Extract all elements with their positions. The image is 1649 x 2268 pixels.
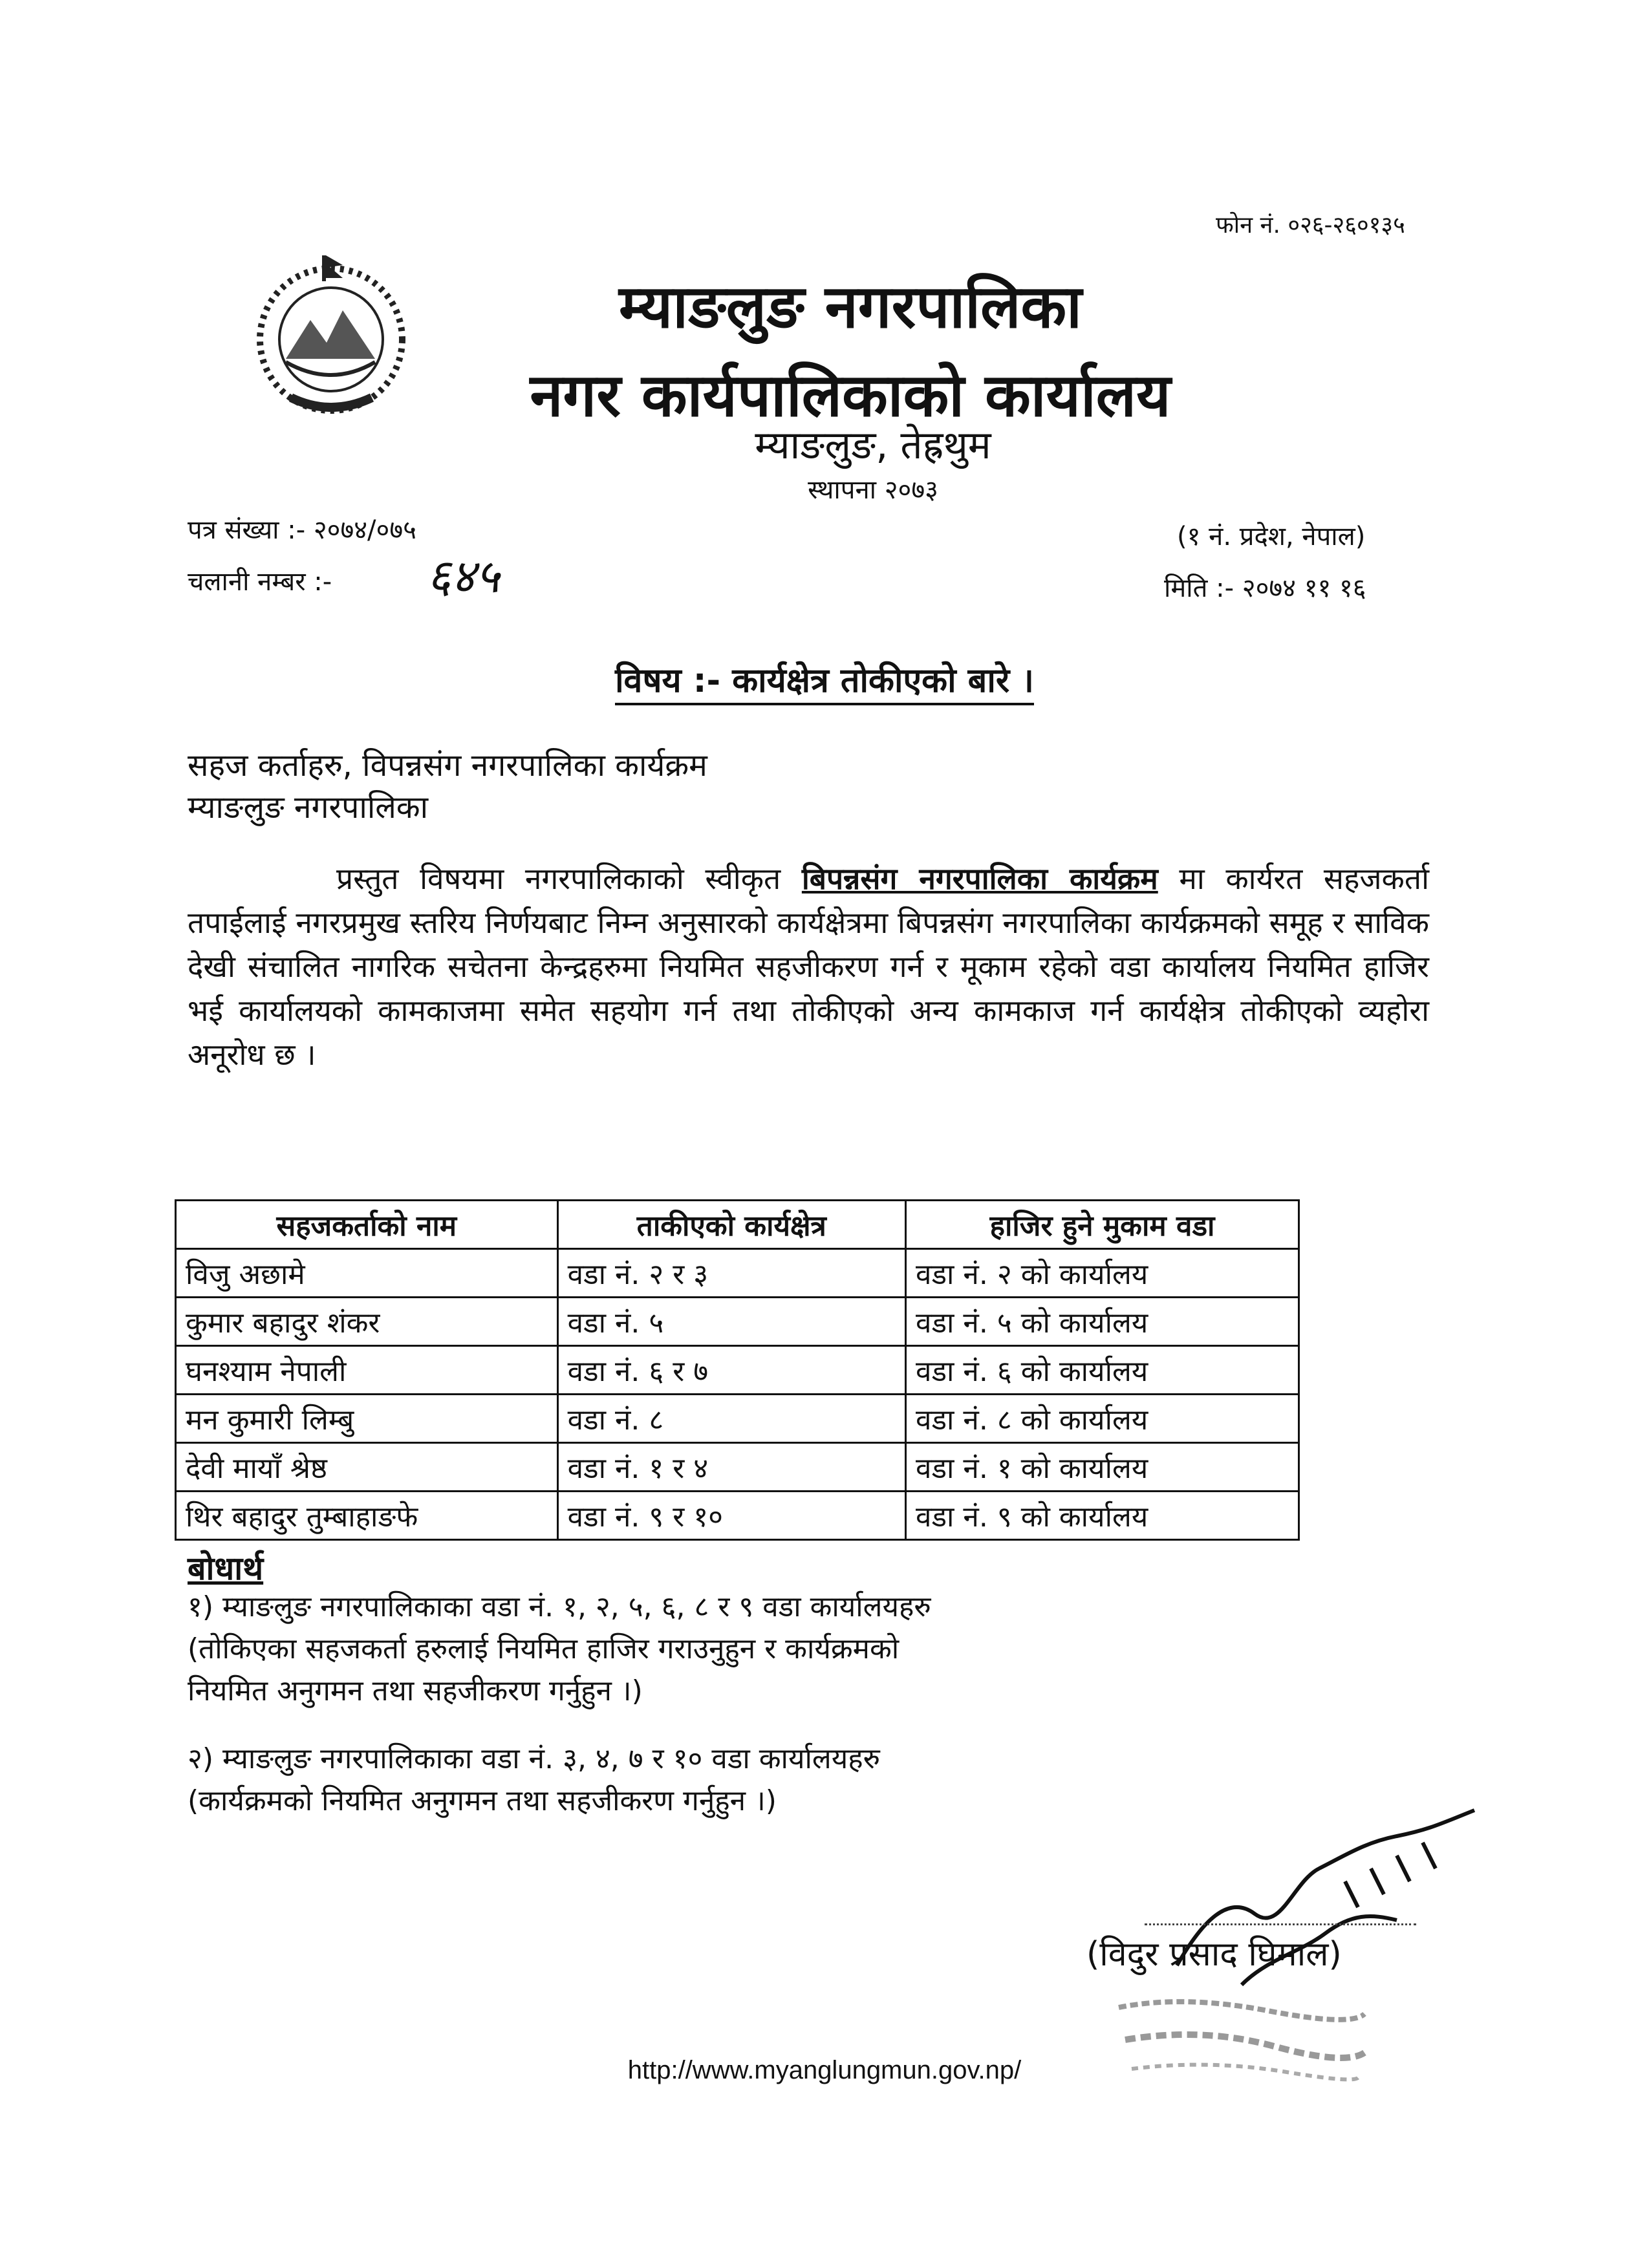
addressee-line-2: म्याङलुङ नगरपालिका — [188, 789, 429, 826]
table-row — [176, 1443, 1299, 1492]
table-cell: वडा नं. ८ — [557, 1395, 905, 1443]
table-row — [176, 1298, 1299, 1346]
table-cell: वडा नं. १ को कार्यालय — [906, 1443, 1299, 1492]
cc-item-1-line-1: १) म्याङलुङ नगरपालिकाका वडा नं. १, २, ५, ६, ८ र ९ वडा कार्यालयहरु — [188, 1590, 931, 1623]
dispatch-label: चलानी नम्बर :- — [188, 567, 332, 597]
table-cell: देवी मायाँ श्रेष्ठ — [176, 1443, 558, 1492]
table-cell: वडा नं. ६ को कार्यालय — [906, 1346, 1299, 1395]
cc-item-1-line-3: नियमित अनुगमन तथा सहजीकरण गर्नुहुन ।) — [188, 1674, 643, 1707]
table-row — [176, 1395, 1299, 1443]
table-cell: वडा नं. २ र ३ — [557, 1249, 905, 1298]
table-cell: थिर बहादुर तुम्बाहाङफे — [176, 1492, 558, 1540]
letter-date: मिति :- २०७४ ११ १६ — [1164, 573, 1366, 603]
body-paragraph: प्रस्तुत विषयमा नगरपालिकाको स्वीकृत बिपन्नसंग नगरपालिका कार्यक्रम मा कार्यरत सहजकर्ता तपाईलाई नगरप्रमुख स्तरिय निर्णयबाट निम्न अनुसारको कार्यक्षेत्रमा बिपन्नसंग नगरपालिका कार्यक्रमको समूह र साविक देखी संचालित नागरिक सचेतना केन्द्रहरुमा नियमित सहजीकरण गर्न र मूकाम रहेको वडा कार्यालय नियमित हाजिर भई कार्यालयको कामकाजमा समेत सहयोग गर्न तथा तोकीएको अन्य कामकाज गर्न कार्यक्षेत्र तोकीएको व्यहोरा अनूरोध छ । — [188, 861, 1429, 1072]
table-cell: वडा नं. ६ र ७ — [557, 1346, 905, 1395]
table-row — [176, 1492, 1299, 1540]
program-name: बिपन्नसंग नगरपालिका कार्यक्रम — [801, 861, 1158, 896]
cc-item-1-line-2: (तोकिएका सहजकर्ता हरुलाई नियमित हाजिर गराउनुहुन र कार्यक्रमको — [188, 1632, 900, 1665]
established-year: स्थापना २०७३ — [808, 475, 938, 505]
cc-item-2-line-2: (कार्यक्रमको नियमित अनुगमन तथा सहजीकरण गर्नुहुन ।) — [188, 1784, 777, 1817]
subject-line: विषय :- कार्यक्षेत्र तोकीएको बारे । — [0, 656, 1649, 702]
column-header: हाजिर हुने मुकाम वडा — [906, 1201, 1299, 1249]
table-cell: कुमार बहादुर शंकर — [176, 1298, 558, 1346]
facilitator-table — [175, 1199, 1300, 1541]
office-name: नगर कार्यपालिकाको कार्यालय — [530, 361, 1171, 430]
website-link[interactable]: http://www.myanglungmun.gov.np/ — [627, 2056, 1022, 2084]
province: (१ नं. प्रदेश, नेपाल) — [1177, 522, 1366, 551]
column-header: ताकीएको कार्यक्षेत्र — [557, 1201, 905, 1249]
table-cell: वडा नं. ९ को कार्यालय — [906, 1492, 1299, 1540]
signatory-name: (विदुर प्रसाद घिमाल) — [1086, 1935, 1342, 1974]
signature-line — [1145, 1923, 1416, 1925]
addressee-line-1: सहज कर्ताहरु, विपन्नसंग नगरपालिका कार्यक्रम — [188, 747, 707, 784]
phone-number: फोन नं. ०२६-२६०१३५ — [1216, 212, 1405, 239]
table-cell: वडा नं. ९ र १० — [557, 1492, 905, 1540]
cc-item-2-line-1: २) म्याङलुङ नगरपालिकाका वडा नं. ३, ४, ७ र १० वडा कार्यालयहरु — [188, 1742, 880, 1775]
table-cell: विजु अछामे — [176, 1249, 558, 1298]
municipality-name: म्याङलुङ नगरपालिका — [619, 272, 1082, 341]
dispatch-number: ६४५ — [427, 549, 500, 603]
cc-heading: बोधार्थ — [188, 1550, 264, 1587]
table-cell: वडा नं. ५ — [557, 1298, 905, 1346]
table-cell: वडा नं. ५ को कार्यालय — [906, 1298, 1299, 1346]
table-row — [176, 1346, 1299, 1395]
table-cell: वडा नं. १ र ४ — [557, 1443, 905, 1492]
letter-number: पत्र संख्या :- २०७४/०७५ — [188, 515, 416, 545]
office-location: म्याङलुङ, तेह्रथुम — [755, 423, 991, 468]
table-cell: मन कुमारी लिम्बु — [176, 1395, 558, 1443]
table-row — [176, 1249, 1299, 1298]
table-cell: वडा नं. २ को कार्यालय — [906, 1249, 1299, 1298]
table-cell: घनश्याम नेपाली — [176, 1346, 558, 1395]
table-cell: वडा नं. ८ को कार्यालय — [906, 1395, 1299, 1443]
table-header-row — [176, 1201, 1299, 1249]
column-header: सहजकर्ताको नाम — [176, 1201, 558, 1249]
